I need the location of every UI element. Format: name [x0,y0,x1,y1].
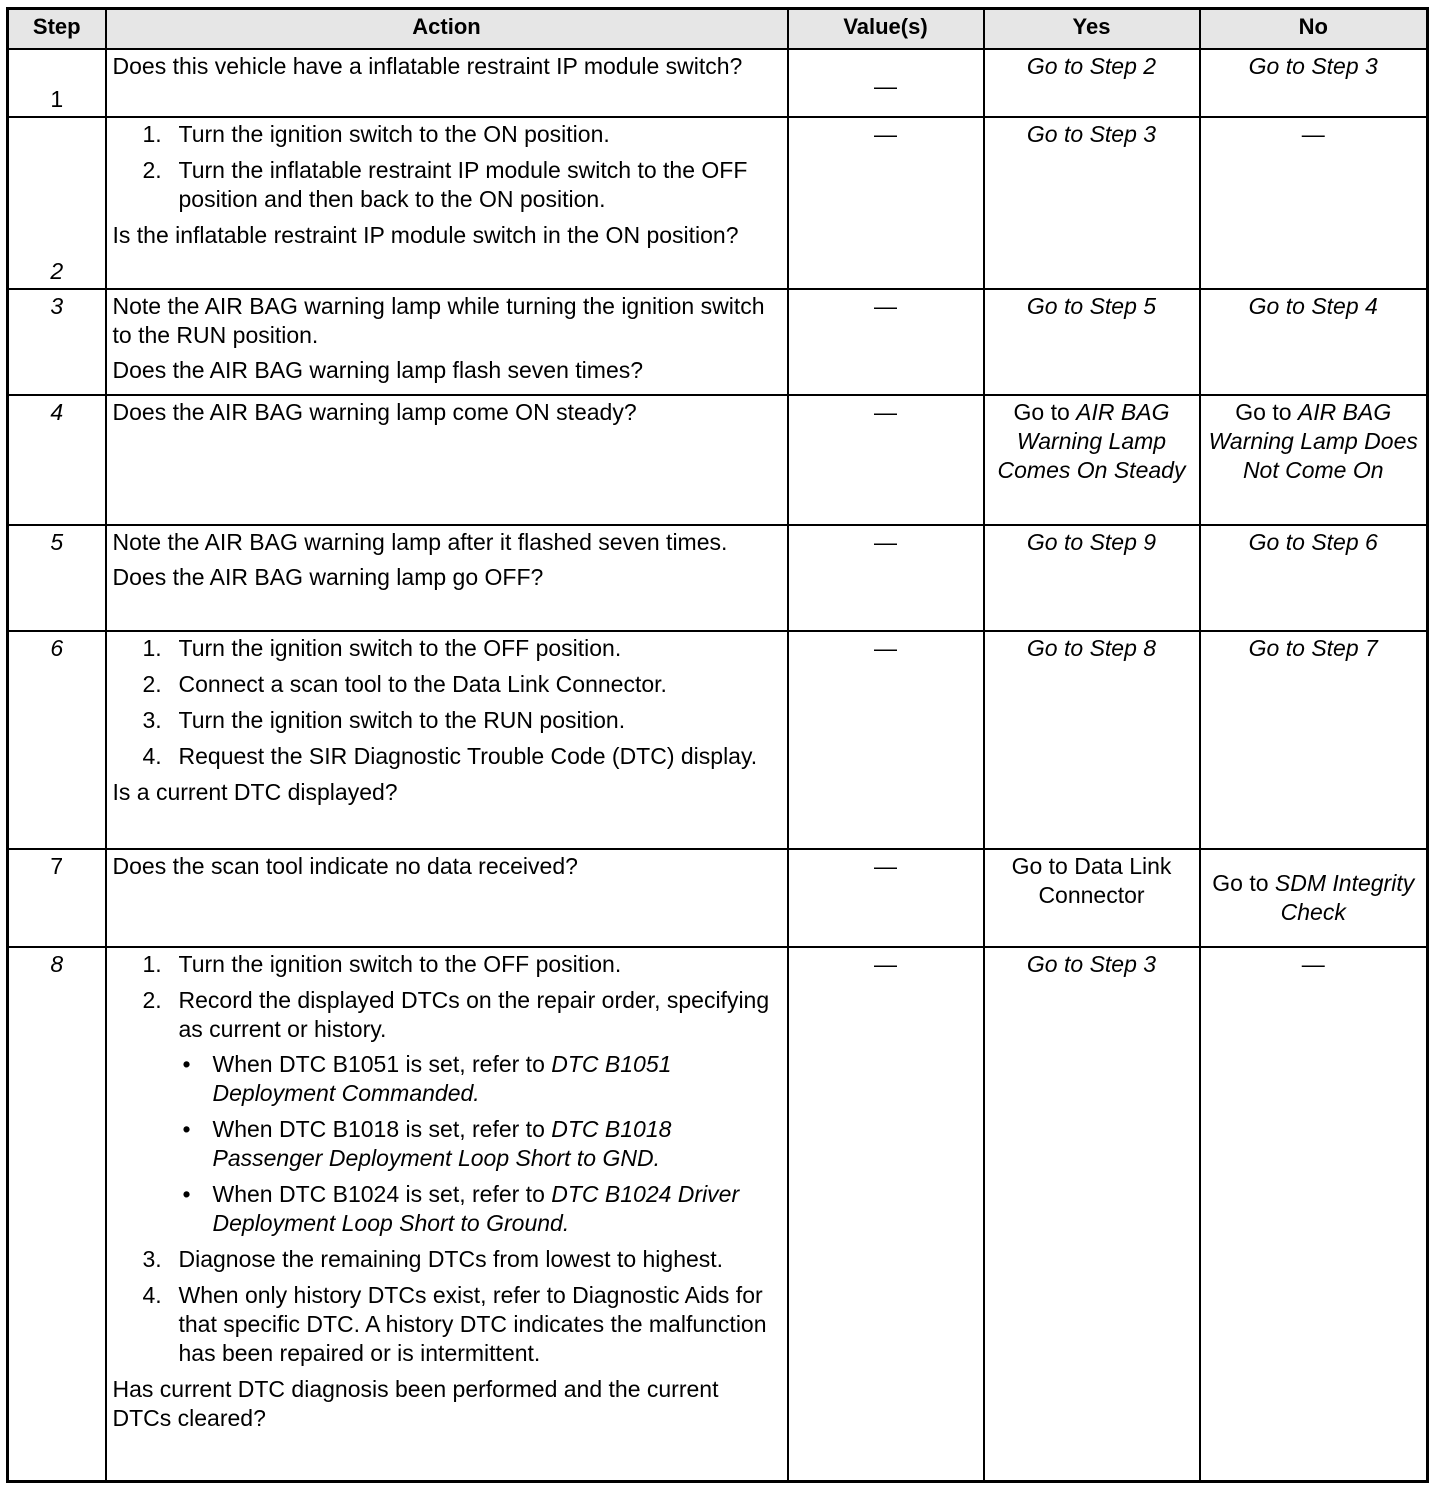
action-cell [106,117,788,289]
question: Does the scan tool indicate no data received? [112,853,578,879]
step-number: 2 [8,117,106,289]
yes-cell: Go to Step 2 [984,49,1200,117]
action-cell [106,849,788,947]
procedure-step: 4. Request the SIR Diagnostic Trouble Code (DTC) display. [142,743,758,769]
link-reference: DTC B1024 Driver Deployment Loop Short to Ground. [212,1181,740,1236]
step-number: 5 [8,525,106,631]
link-reference: DTC B1051 Deployment Commanded. [212,1051,672,1106]
table-row [8,289,1428,395]
link-reference: SDM Integrity Check [1274,870,1415,925]
value-cell: — [788,49,984,117]
yes-cell: Go to AIR BAG Warning Lamp Comes On Steady [984,395,1200,525]
question: Does the AIR BAG warning lamp flash seven times? [112,357,644,383]
procedure-step: 3. Turn the ignition switch to the RUN position. [142,707,626,733]
header-no: No [1200,9,1428,50]
no-cell: Go to AIR BAG Warning Lamp Does Not Come On [1200,395,1428,525]
step-number: 8 [8,947,106,1481]
diagnostic-table [6,7,1429,1483]
no-cell: — [1200,947,1428,1481]
procedure-step: 3. Diagnose the remaining DTCs from lowest to highest. [142,1246,724,1272]
yes-cell: Go to Data Link Connector [984,849,1200,947]
bullet-list [179,1050,781,1238]
instruction: Note the AIR BAG warning lamp while turning the ignition switch to the RUN position. [112,293,765,348]
header-values: Value(s) [788,9,984,50]
no-cell: Go to Step 6 [1200,525,1428,631]
table-row [8,525,1428,631]
action-cell [106,525,788,631]
yes-cell: Go to Step 3 [984,947,1200,1481]
question: Has current DTC diagnosis been performed and the current DTCs cleared? [112,1376,719,1431]
procedure-list [113,634,781,771]
link-reference: AIR BAG Warning Lamp Does Not Come On [1208,399,1418,483]
table-row [8,849,1428,947]
table-row [8,395,1428,525]
header-step: Step [8,9,106,50]
step-number: 6 [8,631,106,849]
action-cell [106,289,788,395]
no-cell: Go to Step 4 [1200,289,1428,395]
action-cell [106,631,788,849]
action-cell [106,49,788,117]
procedure-list [113,120,781,214]
value-cell: — [788,525,984,631]
yes-cell: Go to Step 5 [984,289,1200,395]
procedure-step: 1. Turn the ignition switch to the OFF position. [142,951,622,977]
procedure-step: 4. When only history DTCs exist, refer to Diagnostic Aids for that specific DTC. A history DTC indicates the malfunction has been repaired or is intermittent. [142,1282,767,1366]
table-row [8,947,1428,1481]
table-row [8,49,1428,117]
question: Does the AIR BAG warning lamp come ON steady? [112,399,637,425]
no-cell: Go to Step 3 [1200,49,1428,117]
step-number: 3 [8,289,106,395]
yes-cell: Go to Step 8 [984,631,1200,849]
value-cell: — [788,117,984,289]
question: Is the inflatable restraint IP module switch in the ON position? [112,222,739,248]
question: Is a current DTC displayed? [112,779,398,805]
procedure-list [113,950,781,1368]
procedure-step: 2. Record the displayed DTCs on the repair order, specifying as current or history. • When DTC B1051 is set, refer to DTC B1051 Deployment Commanded. • When DTC B1018 is set, refer to DTC B1018 Passenger Deployment Loop Short to GND. • When DTC B1024 is set, refer to DTC B1024 Driver Deployment Loop Short to Ground. [113,986,781,1238]
yes-cell: Go to Step 3 [984,117,1200,289]
link-reference: AIR BAG Warning Lamp Comes On Steady [997,399,1186,483]
no-cell: Go to SDM Integrity Check [1200,849,1428,947]
value-cell: — [788,947,984,1481]
step-number: 7 [8,849,106,947]
header-action: Action [106,9,788,50]
no-cell: — [1200,117,1428,289]
instruction: Note the AIR BAG warning lamp after it flashed seven times. [112,529,728,555]
value-cell: — [788,631,984,849]
procedure-step: 1. Turn the ignition switch to the OFF position. [142,635,622,661]
procedure-step: 2. Turn the inflatable restraint IP module switch to the OFF position and then back to the ON position. [142,157,748,212]
value-cell: — [788,849,984,947]
bullet-item: • When DTC B1018 is set, refer to DTC B1018 Passenger Deployment Loop Short to GND. [182,1116,672,1171]
step-number: 1 [8,49,106,117]
action-cell [106,947,788,1481]
table-row [8,631,1428,849]
question: Does the AIR BAG warning lamp go OFF? [112,564,544,590]
procedure-step: 2. Connect a scan tool to the Data Link Connector. [142,671,667,697]
bullet-item: • When DTC B1051 is set, refer to DTC B1051 Deployment Commanded. [182,1051,672,1106]
header-row [8,9,1428,50]
no-cell: Go to Step 7 [1200,631,1428,849]
procedure-step: 1. Turn the ignition switch to the ON position. [142,121,610,147]
step-number: 4 [8,395,106,525]
action-cell [106,395,788,525]
yes-cell: Go to Step 9 [984,525,1200,631]
header-yes: Yes [984,9,1200,50]
link-reference: DTC B1018 Passenger Deployment Loop Short to GND. [212,1116,672,1171]
question: Does this vehicle have a inflatable restraint IP module switch? [112,53,743,79]
value-cell: — [788,395,984,525]
value-cell: — [788,289,984,395]
bullet-item: • When DTC B1024 is set, refer to DTC B1024 Driver Deployment Loop Short to Ground. [182,1181,740,1236]
table-row [8,117,1428,289]
